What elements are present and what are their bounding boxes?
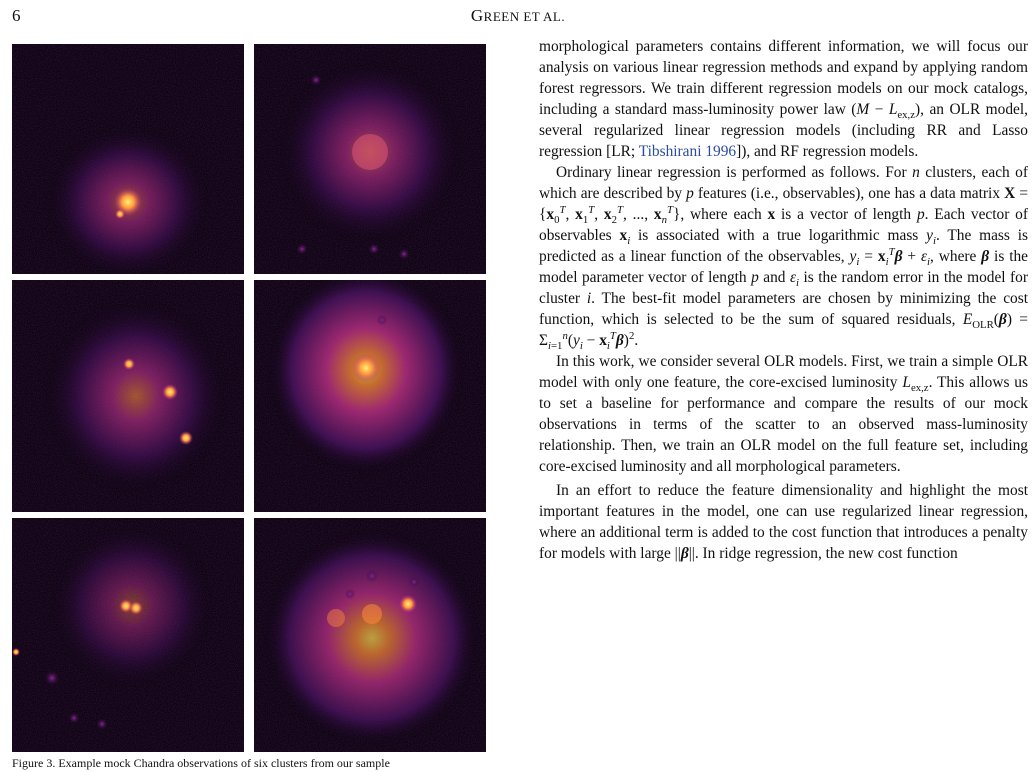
cluster-image-5-render — [12, 518, 244, 752]
page-number: 6 — [12, 6, 21, 25]
running-header-initial: G — [470, 6, 484, 25]
cluster-image-2 — [254, 44, 486, 274]
cluster-image-1-render — [12, 44, 244, 274]
paragraph-3: In this work, we consider several OLR models. First, we train a simple OLR model with only one feature, the core-excised luminosity $L_{ex,z}$. This allows us to set a baseline for performance and compare the results of our mock observations in terms of the scatter to an observed mass-luminosity relationship. Then, we train an OLR model on the full feature set, including core-excised luminosity and all morphological parameters. — [539, 353, 1028, 475]
running-header — [0, 6, 1036, 26]
cluster-image-4 — [254, 280, 486, 512]
p1-text-b: ), an OLR model, several regularized linear regression models (including RR and Lasso regression [LR; — [539, 101, 1028, 160]
p1-text-a: morphological parameters contains different information, we will focus our analysis on various linear regression methods and expand by applying random forest regressors. We train different regression models on our mock catalogs, including a standard mass-luminosity power law ( — [539, 38, 1028, 118]
running-header-rest: REEN ET AL. — [483, 9, 566, 24]
cluster-image-6 — [254, 518, 486, 752]
cluster-image-3-render — [12, 280, 244, 512]
cluster-image-3 — [12, 280, 244, 512]
cluster-image-2-render — [254, 44, 486, 274]
cluster-image-1 — [12, 44, 244, 274]
cluster-image-6-render — [254, 518, 486, 752]
citation-tibshirani[interactable]: Tibshirani 1996 — [638, 143, 737, 160]
paragraph-2: Ordinary linear regression is performed as follows. For n clusters, each of which are described by p features (i.e., observables), one has a data matrix $X = \{x_0^T$, $x_1^T$, $x_2^T$, ..., $x_n^T$}, where each x is a vector of length p. Each vector of observables $x_i$ is associated with a true logarithmic mass $y_i$. The mass is predicted as a linear function of the observables, $y_i = x_i^T\beta + \varepsilon_i$, where β is the model parameter vector of length p and $\varepsilon_i$ is the random error in the model for cluster i. The best-fit model parameters are chosen by minimizing the cost function, which is selected to be the sum of squared residuals, $E_{OLR}(\beta) = \Sigma_{i=1}^n(y_i - x_i^T\beta)^2$. — [539, 164, 1029, 353]
figure-caption: Figure 3. Example mock Chandra observations of six clusters from our sample — [12, 756, 390, 770]
body-text-column — [539, 36, 1028, 564]
cluster-image-5 — [12, 518, 244, 752]
p1-text-c: ]), and RF regression models. — [736, 143, 919, 160]
paragraph-1: morphological parameters contains different information, we will focus our analysis on various linear regression methods and expand by applying random forest regressors. We train different regression models on our mock catalogs, including a standard mass-luminosity power law $(M - L_{ex,z})$, an OLR model, several regularized linear regression models (including RR and Lasso regression [LR; Tibshirani 1996]), and RF regression models. — [539, 38, 1028, 160]
paragraph-4: In an effort to reduce the feature dimensionality and highlight the most important features in the model, one can use regularized linear regression, where an additional term is added to the cost function that introduces a penalty for models with large ||β||. In ridge regression, the new cost function — [539, 482, 1028, 562]
cluster-image-4-render — [254, 280, 486, 512]
